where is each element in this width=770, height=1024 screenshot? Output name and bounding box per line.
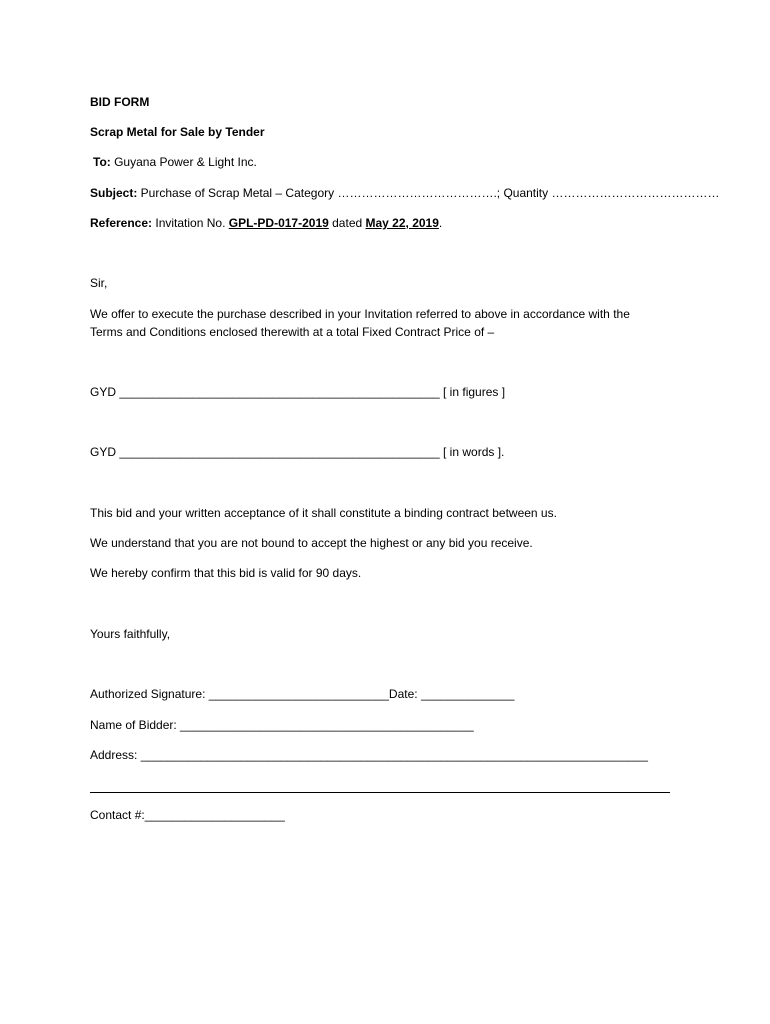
- reference-number: GPL-PD-017-2019: [228, 216, 329, 230]
- to-label: To:: [93, 155, 111, 169]
- reference-label: Reference:: [90, 216, 153, 230]
- offer-line-2: Terms and Conditions enclosed therewith at a total Fixed Contract Price of –: [90, 325, 495, 339]
- bidder-name-field[interactable]: Name of Bidder: ____________________________________________: [90, 718, 474, 732]
- not-bound-statement: We understand that you are not bound to accept the highest or any bid you receive.: [90, 536, 533, 550]
- reference-date: May 22, 2019: [365, 216, 439, 230]
- gyd-words-field[interactable]: GYD ________________________________________________ [ in words ].: [90, 445, 505, 459]
- reference-mid: dated: [328, 216, 366, 230]
- signature-date-field[interactable]: Authorized Signature: ___________________________Date: ______________: [90, 687, 515, 701]
- reference-pre: Invitation No.: [152, 216, 229, 230]
- gyd-figures-field[interactable]: GYD ________________________________________________ [ in figures ]: [90, 385, 506, 399]
- offer-line-1: We offer to execute the purchase described in your Invitation referred to above in accordance with the: [90, 307, 630, 321]
- subject-line: [90, 186, 719, 201]
- form-subheading: Scrap Metal for Sale by Tender: [90, 125, 265, 139]
- address-field[interactable]: Address: ____________________________________________________________________________: [90, 748, 648, 762]
- subject-value: Purchase of Scrap Metal – Category ………………………………….; Quantity ……………………………………: [137, 186, 720, 200]
- to-line: [93, 155, 257, 170]
- closing: Yours faithfully,: [90, 627, 171, 641]
- to-value: Guyana Power & Light Inc.: [110, 155, 257, 169]
- validity-statement: We hereby confirm that this bid is valid for 90 days.: [90, 566, 362, 580]
- binding-statement: This bid and your written acceptance of it shall constitute a binding contract between us.: [90, 506, 557, 520]
- reference-post: .: [438, 216, 443, 230]
- salutation: Sir,: [90, 276, 108, 290]
- reference-line: [90, 216, 442, 231]
- subject-label: Subject:: [90, 186, 138, 200]
- contact-field[interactable]: Contact #:_____________________: [90, 808, 285, 822]
- form-heading: BID FORM: [90, 95, 150, 109]
- address-continuation-line[interactable]: [90, 792, 670, 793]
